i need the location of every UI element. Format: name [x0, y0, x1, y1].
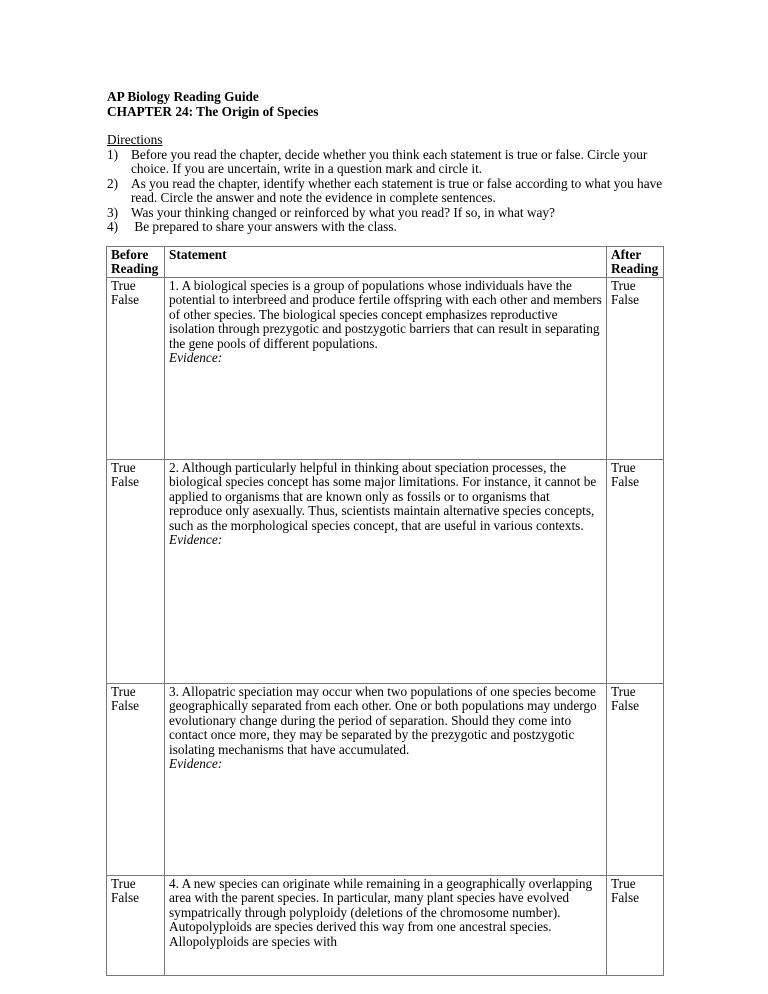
direction-item: 2) As you read the chapter, identify whether each statement is true or false according to what you have read. Circle the answer and note the evidence in complete sentences.	[107, 175, 663, 205]
header-before-reading: Before Reading	[107, 246, 165, 277]
before-choice[interactable]: True False	[107, 683, 165, 875]
evidence-label[interactable]: Evidence:	[169, 756, 223, 771]
before-choice[interactable]: True False	[107, 277, 165, 459]
table-row	[107, 277, 664, 459]
direction-item: 1) Before you read the chapter, decide whether you think each statement is true or false. Circle your choice. If you are uncertain, write in a question mark and circle it.	[107, 146, 648, 176]
before-choice[interactable]: True False	[107, 459, 165, 683]
statement-cell: 2. Although particularly helpful in thinking about speciation processes, the biological species concept has some major limitations. For instance, it cannot be applied to organisms that are known only as fossils or to organisms that reproduce only asexually. Thus, scientists maintain alternative species concepts, such as the morphological species concept, that are useful in various contexts. Evidence:	[165, 459, 607, 683]
after-choice[interactable]: True False	[607, 277, 664, 459]
statement-cell: 3. Allopatric speciation may occur when two populations of one species become geographically separated from each other. One or both populations may undergo evolutionary change during the period of separation. Should they come into contact once more, they may be separated by the prezygotic and postzygotic isolating mechanisms that have accumulated. Evidence:	[165, 683, 607, 875]
evidence-label[interactable]: Evidence:	[169, 350, 223, 365]
table-row	[107, 459, 664, 683]
directions-list	[106, 148, 686, 235]
direction-item: 4) Be prepared to share your answers with the class.	[107, 219, 397, 234]
guide-title: AP Biology Reading Guide	[107, 89, 259, 104]
chapter-title: CHAPTER 24: The Origin of Species	[107, 103, 319, 119]
directions-heading: Directions	[107, 132, 163, 147]
table-row	[107, 875, 664, 975]
document-page	[106, 90, 686, 976]
after-choice[interactable]: True False	[607, 459, 664, 683]
evidence-label[interactable]: Evidence:	[169, 532, 223, 547]
header-statement: Statement	[165, 246, 607, 277]
before-choice[interactable]: True False	[107, 875, 165, 975]
direction-item: 3) Was your thinking changed or reinforced by what you read? If so, in what way?	[107, 204, 555, 220]
after-choice[interactable]: True False	[607, 683, 664, 875]
after-choice[interactable]: True False	[607, 875, 664, 975]
statements-table	[106, 246, 664, 976]
table-header-row	[107, 246, 664, 277]
header-after-reading: After Reading	[607, 246, 664, 277]
statement-cell: 1. A biological species is a group of populations whose individuals have the potential to interbreed and produce fertile offspring with each other and members of other species. The biological species concept emphasizes reproductive isolation through prezygotic and postzygotic barriers that can result in separating the gene pools of different populations. Evidence:	[165, 277, 607, 459]
table-row	[107, 683, 664, 875]
statement-cell: 4. A new species can originate while remaining in a geographically overlapping area with the parent species. In particular, many plant species have evolved sympatrically through polyploidy (deletions of the chromosome number). Autopolyploids are species derived this way from one ancestral species. Allopolyploids are species with	[165, 875, 607, 975]
